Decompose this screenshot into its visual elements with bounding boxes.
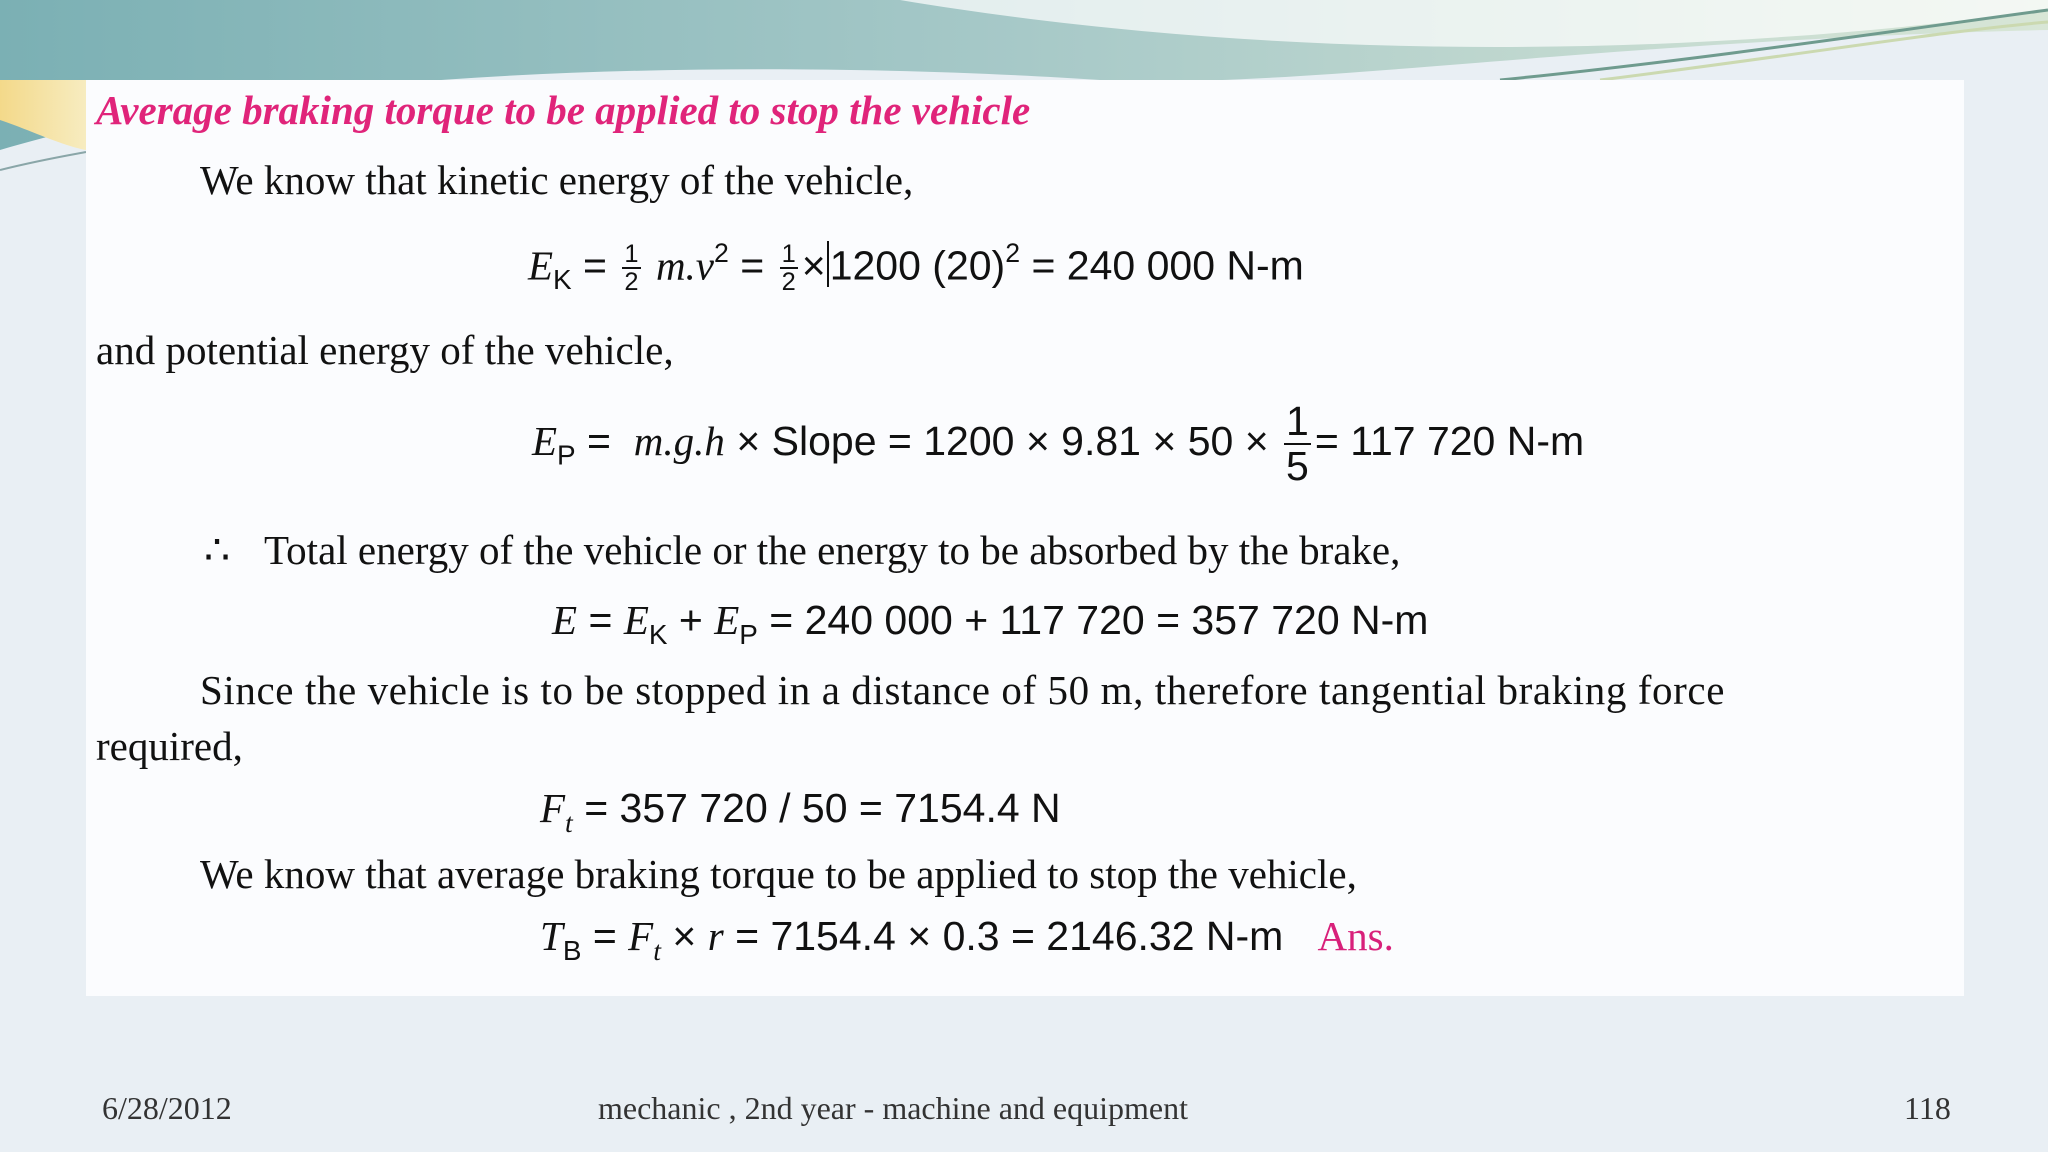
line-stopping-distance: Since the vehicle is to be stopped in a distance of 50 m, therefore tangential braking force bbox=[200, 667, 1725, 713]
ek-symbol: E bbox=[528, 242, 554, 289]
therefore-symbol: ∴ bbox=[204, 527, 231, 573]
ek-result: = 240 000 N-m bbox=[1031, 242, 1304, 289]
footer-page-number: 118 bbox=[1904, 1090, 1951, 1126]
line-kinetic-intro: We know that kinetic energy of the vehicle, bbox=[200, 157, 914, 203]
footer-course: mechanic , 2nd year - machine and equipment bbox=[598, 1090, 1188, 1126]
equation-braking-torque: $T_B = F_t \times r = 7154.4 \times 0.3 = 2146.32$ N-m Ans. bbox=[540, 913, 1394, 967]
total-energy-result: = 240 000 + 117 720 = 357 720 N-m bbox=[769, 597, 1429, 643]
ek-value: 1200 (20) bbox=[829, 242, 1006, 289]
equals-sign: = bbox=[583, 242, 607, 289]
equation-kinetic-energy: $E_K$ = $\frac{1}{2}$ $m.v^2$ = $\frac{1}{2}$ ×1200 $(20)^2 = 240$ 000 N-m bbox=[528, 238, 1304, 297]
equation-total-energy: $E = E_K + E_P = 240$ 000 + 117 720 = 357 720 N-m bbox=[552, 597, 1429, 650]
ep-expression: × Slope = 1200 × 9.81 × 50 × bbox=[736, 417, 1269, 464]
line-potential-intro: and potential energy of the vehicle, bbox=[96, 327, 674, 373]
half-fraction-2: $\frac{1}{2}$ bbox=[781, 239, 796, 297]
answer-label: Ans. bbox=[1317, 913, 1394, 959]
text-cursor bbox=[827, 241, 829, 287]
braking-torque-result: = 7154.4 × 0.3 = 2146.32 N-m bbox=[735, 913, 1284, 959]
equation-braking-force: $F_t = 357$ 720 / 50 = 7154.4 N bbox=[540, 785, 1061, 839]
line-required: required, bbox=[96, 723, 243, 769]
mgh-term: m.g.h bbox=[633, 417, 725, 464]
equation-potential-energy: $E_P = m.g.h$ × Slope = 1200 × 9.81 × 50 × $\frac{1}{5}$ = 117 720 N-m bbox=[532, 398, 1585, 490]
slide-title: Average braking torque to be applied to stop the vehicle bbox=[96, 87, 1031, 133]
ep-symbol: E bbox=[532, 417, 558, 464]
line-total-energy-intro: Total energy of the vehicle or the energy to be absorbed by the brake, bbox=[264, 527, 1401, 573]
line-torque-intro: We know that average braking torque to be applied to stop the vehicle, bbox=[200, 851, 1357, 897]
footer-date: 6/28/2012 bbox=[102, 1090, 232, 1126]
one-fifth-fraction: $\frac{1}{5}$ bbox=[1286, 398, 1309, 490]
ek-subscript: K bbox=[553, 264, 572, 296]
half-fraction: $\frac{1}{2}$ bbox=[624, 239, 639, 297]
mv-term: m.v bbox=[655, 242, 715, 289]
braking-force-result: = 357 720 / 50 = 7154.4 N bbox=[584, 785, 1061, 831]
ep-result: = 117 720 N-m bbox=[1314, 417, 1585, 464]
